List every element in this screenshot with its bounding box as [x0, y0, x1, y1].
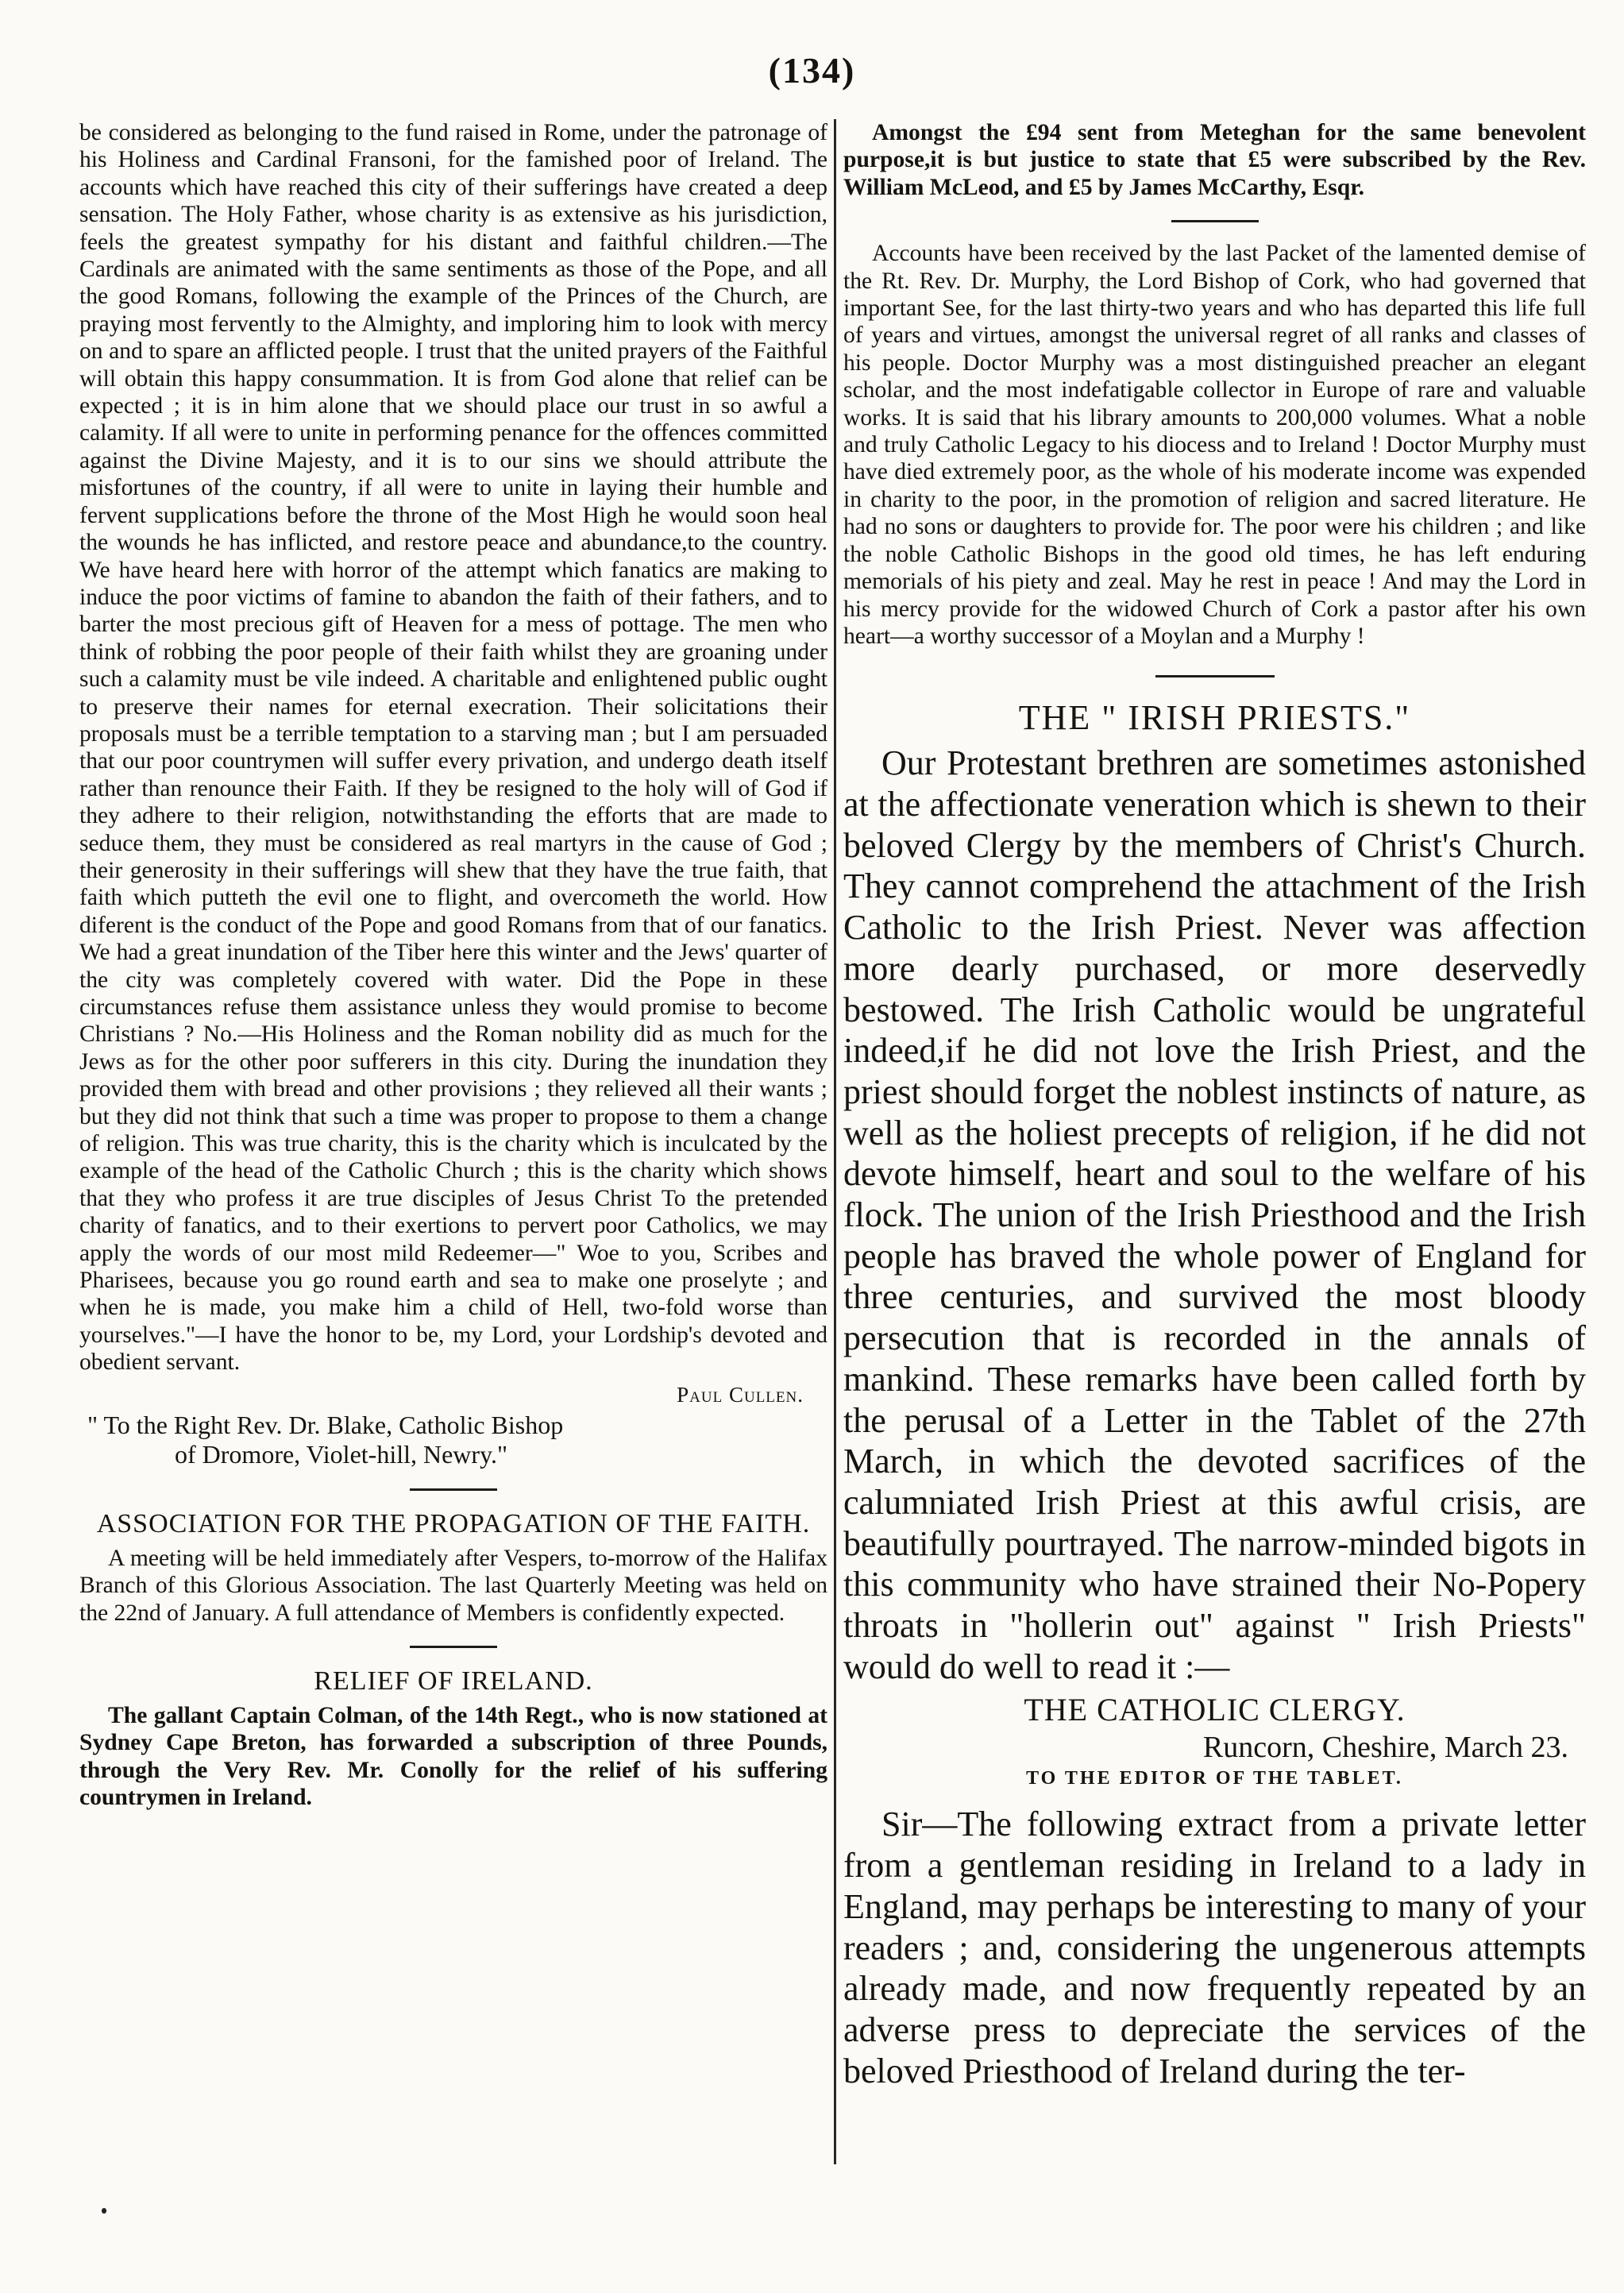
page-number: (134) — [768, 50, 856, 91]
letter-addressee — [87, 1411, 827, 1469]
left-column — [79, 119, 827, 1812]
irish-priests-body: Our Protestant brethren are sometimes astonished at the affectionate veneration which is shewn to their beloved Clergy by the members of Christ's Church. They cannot comprehend the attachment of the Irish Catholic to the Irish Priest. Never was affection more dearly purchased, or more deservedly bestowed. The Irish Catholic would be ungrateful indeed,if he did not love the Irish Priest, and the priest should forget the noblest instincts of nature, as well as the holiest precepts of religion, if he did not devote himself, heart and soul to the welfare of his flock. The union of the Irish Priesthood and the Irish people has braved the whole power of England for three centuries, and survived the most bloody persecution that is recorded in the annals of mankind. These remarks have been called forth by the perusal of a Letter in the Tablet of the 27th March, in which the devoted sacrifices of the calumniated Irish Priest at this awful crisis, are beautifully pourtrayed. The narrow-minded bigots in this community who have strained their No-Popery throats in "hollerin out" against " Irish Priests" would do well to read it :— — [843, 743, 1586, 1686]
meteghan-note: Amongst the £94 sent from Meteghan for the same benevolent purpose,it is but justice to state that £5 were subscribed by the Rev. William McLeod, and £5 by James McCarthy, Esqr. — [843, 120, 1586, 200]
column-divider — [834, 119, 836, 2164]
section-rule — [1155, 675, 1275, 677]
section-rule — [1171, 220, 1259, 222]
addressee-line-2: of Dromore, Violet-hill, Newry." — [175, 1439, 508, 1469]
addressee-line-1: " To the Right Rev. Dr. Blake, Catholic Bishop — [87, 1410, 564, 1439]
relief-body: The gallant Captain Colman, of the 14th Regt., who is now stationed at Sydney Cape Breton, has forwarded a subscription of three Pounds, through the Very Rev. Mr. Conolly for the relief of his suffering countrymen in Ireland. — [79, 1702, 827, 1811]
ink-speck — [102, 2208, 106, 2214]
catholic-clergy-heading: THE CATHOLIC CLERGY. — [1024, 1692, 1406, 1728]
to-editor-line: TO THE EDITOR OF THE TABLET. — [1026, 1768, 1403, 1789]
section-rule — [410, 1646, 497, 1648]
irish-priests-heading: THE " IRISH PRIESTS." — [1018, 698, 1411, 738]
murphy-obituary: Accounts have been received by the last Packet of the lamented demise of the Rt. Rev. Dr. Murphy, the Lord Bishop of Cork, who had governed that important See, for the last thirty-two years and who has departed this life full of years and virtues, amongst the universal regret of all ranks and classes of his people. Doctor Murphy was a most distinguished preacher an elegant scholar, and the most indefatigable collector in Europe of rare and valuable works. It is said that his library amounts to 200,000 volumes. What a noble and truly Catholic Legacy to his diocess and to Ireland ! Doctor Murphy must have died extremely poor, as the whole of his moderate income was expended in charity to the poor, in the promotion of religion and sacred literature. He had no sons or daughters to provide for. The poor were his children ; and like the noble Catholic Bishops in the good old times, he has left enduring memorials of his piety and zeal. May he rest in peace ! And may the Lord in his mercy provide for the widowed Church of Cork a pastor after his own heart—a worthy successor of a Moylan and a Murphy ! — [843, 241, 1586, 649]
letter-signature: Paul Cullen. — [677, 1382, 804, 1407]
tablet-letter-opening: Sir—The following extract from a private letter from a gentleman residing in Ireland to a lady in England, may perhaps be interesting to many of your readers ; and, considering the ungenerous attempts already made, and now frequently repeated by an adverse press to depreciate the services of the beloved Priesthood of Ireland during the ter- — [843, 1805, 1586, 2090]
letter-dateline: Runcorn, Cheshire, March 23. — [1202, 1731, 1568, 1765]
association-body: A meeting will be held immediately after Vespers, to-morrow of the Halifax Branch of this Glorious Association. The last Quarterly Meeting was held on the 22nd of January. A full attendance of Members is confidently expected. — [79, 1545, 827, 1626]
relief-heading: RELIEF OF IRELAND. — [314, 1666, 593, 1696]
association-heading: ASSOCIATION FOR THE PROPAGATION OF THE FAITH. — [96, 1508, 811, 1538]
section-rule — [410, 1488, 497, 1491]
right-column — [843, 119, 1586, 2091]
cullen-letter-body: be considered as belonging to the fund raised in Rome, under the patronage of his Holiness and Cardinal Fransoni, for the famished poor of Ireland. The accounts which have reached this city of their sufferings have created a deep sensation. The Holy Father, whose charity is as extensive as his jurisdiction, feels the greatest sympathy for his distant and faithful children.—The Cardinals are animated with the same sentiments as those of the Pope, and all the good Romans, following the example of the Princes of the Church, are praying most fervently to the Almighty, and imploring him to look with mercy on and to spare an afflicted people. I trust that the united prayers of the Faithful will obtain this happy consummation. It is from God alone that relief can be expected ; it is in him alone that we should place our trust in so awful a calamity. If all were to unite in performing penance for the offences committed against the Divine Majesty, and it is to our sins we should attribute the misfortunes of the country, if all were to unite in laying their humble and fervent supplications before the throne of the Most High he would soon heal the wounds he has inflicted, and restore peace and abundance,to the country. We have heard here with horror of the attempt which fanatics are making to induce the poor victims of famine to abandon the faith of their fathers, and to barter the most precious gift of Heaven for a mess of pottage. The men who think of robbing the poor people of their faith whilst they are groaning under such a calamity must be vile indeed. A charitable and enlightened public ought to preserve their names for eternal execration. Their solicitations their proposals must be a terrible temptation to a starving man ; but I am persuaded that our poor countrymen will suffer every privation, and undergo death itself rather than renounce their Faith. If they be resigned to the holy will of God if they adhere to their religion, notwithstanding the efforts that are made to seduce them, they must be considered as real martyrs in the cause of God ; their generosity in their sufferings will shew that they have the true faith, that faith which putteth the evil one to flight, and overcometh the world. How diferent is the conduct of the Pope and good Romans from that of our fanatics. We had a great inundation of the Tiber here this winter and the Jews' quarter of the city was completely covered with water. Did the Pope in these circumstances refuse them assistance unless they would promise to become Christians ? No.—His Holiness and the Roman nobility did as much for the Jews as for the other poor sufferers in this city. During the inundation they provided them with bread and other provisions ; they relieved all their wants ; but they did not think that such a time was proper to propose to them a change of religion. This was true charity, this is the charity which is inculcated by the example of the head of the Catholic Church ; this is the charity which shows that they who profess it are true disciples of Jesus Christ To the pretended charity of fanatics, and to their exertions to pervert poor Catholics, we may apply the words of our most mild Redeemer—" Woe to you, Scribes and Pharisees, because you go round earth and sea to make one proselyte ; and when he is made, you make him a child of Hell, two-fold worse than yourselves."—I have the honor to be, my Lord, your Lordship's devoted and obedient servant. — [79, 120, 827, 1376]
